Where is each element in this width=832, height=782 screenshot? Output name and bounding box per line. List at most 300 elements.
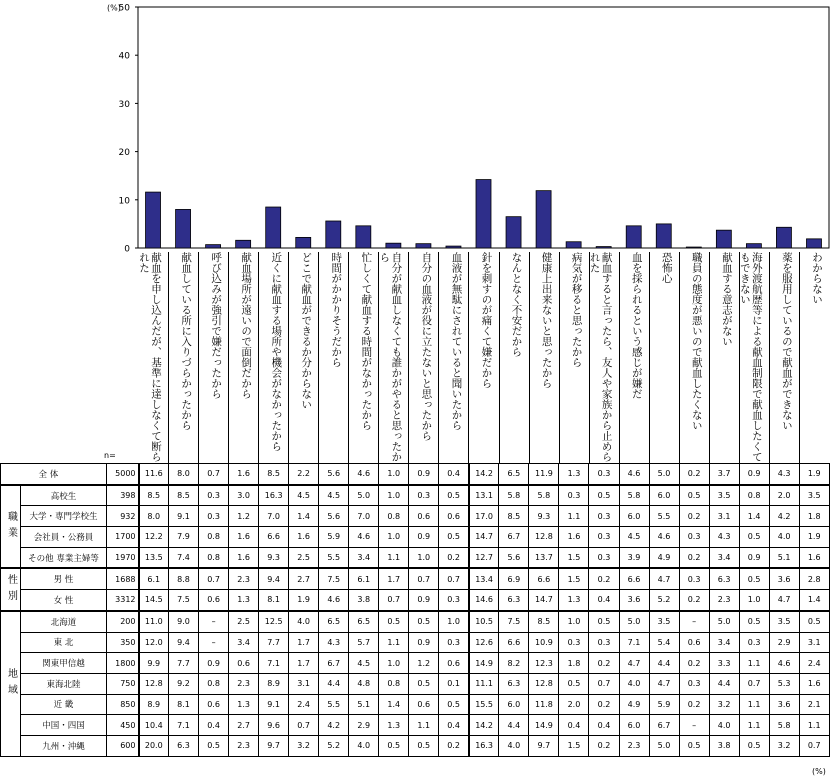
table-cell: 16.3 [259, 485, 289, 506]
table-cell: 8.5 [259, 464, 289, 485]
category-separator [468, 252, 469, 464]
category-separator [589, 252, 590, 464]
row-n: 200 [107, 611, 139, 632]
table-cell: 8.0 [139, 506, 169, 527]
category-separator [198, 252, 199, 464]
table-cell: – [679, 611, 709, 632]
row-label: 九州・沖縄 [21, 735, 107, 756]
table-cell: 9.2 [169, 673, 199, 694]
category-separator [408, 252, 409, 464]
table-cell: 1.2 [409, 653, 439, 674]
row-label: 近 畿 [21, 694, 107, 715]
table-cell: 6.1 [349, 568, 379, 589]
group-label: 地域 [1, 611, 21, 756]
bar [326, 221, 341, 248]
category-label: 自分が献血しなくても誰かがやると思ったから [378, 252, 403, 462]
table-cell: 0.2 [589, 653, 619, 674]
table-cell: 5.5 [319, 547, 349, 568]
table-cell: 3.5 [709, 485, 739, 506]
table-cell: 2.5 [229, 611, 259, 632]
table-row [1, 632, 830, 653]
table-cell: 9.0 [169, 611, 199, 632]
table-cell: 5.6 [319, 464, 349, 485]
table-cell: 1.0 [379, 464, 409, 485]
table-cell: 12.6 [469, 632, 499, 653]
table-cell: 2.4 [799, 653, 829, 674]
table-cell: 1.1 [739, 653, 769, 674]
bar [656, 224, 671, 248]
table-cell: 6.6 [259, 527, 289, 548]
bar [416, 244, 431, 248]
category-label: どこで献血ができるか分からない [300, 252, 313, 410]
bar [266, 207, 281, 248]
table-cell: 0.5 [739, 611, 769, 632]
table-row [1, 506, 830, 527]
table-cell: 4.9 [619, 694, 649, 715]
table-cell: 1.3 [229, 694, 259, 715]
table-cell: 4.5 [349, 653, 379, 674]
table-cell: 4.2 [769, 506, 799, 527]
table-cell: 7.5 [169, 590, 199, 611]
category-label: 自分の血液が役に立たないと思ったから [420, 252, 433, 441]
table-row [1, 547, 830, 568]
table-cell: 0.2 [589, 568, 619, 589]
table-cell: 1.5 [559, 568, 589, 589]
table-cell: 6.6 [619, 568, 649, 589]
table-cell: 1.0 [439, 611, 469, 632]
table-cell: 4.0 [499, 735, 529, 756]
percent-unit-label: (%) [812, 767, 826, 776]
bar [236, 240, 251, 248]
table-cell: 12.5 [259, 611, 289, 632]
table-cell: 0.5 [199, 735, 229, 756]
table-cell: 3.9 [619, 547, 649, 568]
table-cell: 4.4 [319, 673, 349, 694]
table-cell: 1.3 [559, 590, 589, 611]
category-separator [619, 252, 620, 464]
table-cell: 9.9 [139, 653, 169, 674]
table-cell: 5.2 [649, 590, 679, 611]
category-label: 時間がかかりそうだから [330, 252, 343, 368]
table-row [1, 735, 830, 756]
table-cell: 0.5 [439, 694, 469, 715]
table-cell: 0.3 [439, 590, 469, 611]
category-separator [288, 252, 289, 464]
table-cell: 3.8 [709, 735, 739, 756]
table-cell: 7.0 [259, 506, 289, 527]
table-cell: 0.2 [679, 694, 709, 715]
table-cell: 0.4 [439, 715, 469, 736]
table-cell: 11.1 [469, 673, 499, 694]
table-cell: 8.1 [259, 590, 289, 611]
table-cell: 0.4 [589, 715, 619, 736]
category-label: 呼び込みが強引で嫌だったから [210, 252, 223, 399]
table-cell: 0.9 [409, 632, 439, 653]
table-cell: 3.6 [769, 694, 799, 715]
table-cell: 3.7 [709, 464, 739, 485]
table-cell: 4.7 [649, 568, 679, 589]
table-cell: 0.2 [679, 590, 709, 611]
table-cell: 1.0 [559, 611, 589, 632]
table-cell: 6.9 [499, 568, 529, 589]
table-cell: 4.8 [349, 673, 379, 694]
category-label: 献血している所に入りづらかったから [180, 252, 193, 431]
row-label: 大学・専門学校生 [21, 506, 107, 527]
table-cell: 14.9 [529, 715, 559, 736]
table-cell: 9.6 [259, 715, 289, 736]
category-label: 献血すると言ったら、友人や家族から止められた [588, 252, 613, 462]
table-cell: 1.3 [559, 464, 589, 485]
table-cell: 2.3 [229, 568, 259, 589]
bar [626, 226, 641, 248]
table-cell: 4.6 [769, 653, 799, 674]
table-cell: 1.7 [379, 568, 409, 589]
category-separator [769, 252, 770, 464]
table-cell: 0.6 [229, 653, 259, 674]
table-cell: 0.5 [739, 735, 769, 756]
table-cell: 0.5 [679, 735, 709, 756]
table-cell: 4.7 [769, 590, 799, 611]
table-cell: 8.5 [529, 611, 559, 632]
table-cell: 5.0 [349, 485, 379, 506]
table-cell: 7.4 [169, 547, 199, 568]
table-cell: 9.4 [169, 632, 199, 653]
category-label: 病気が移ると思ったから [570, 252, 583, 368]
bar [296, 237, 311, 248]
table-cell: – [679, 715, 709, 736]
table-cell: 3.6 [769, 568, 799, 589]
row-label: 東 北 [21, 632, 107, 653]
table-cell: 0.2 [439, 547, 469, 568]
table-cell: 1.6 [559, 527, 589, 548]
table-cell: 0.2 [679, 547, 709, 568]
table-cell: 13.1 [469, 485, 499, 506]
bar [776, 227, 791, 248]
table-cell: 0.3 [199, 506, 229, 527]
table-cell: 1.1 [379, 632, 409, 653]
table-cell: 0.4 [559, 715, 589, 736]
table-cell: 8.8 [169, 568, 199, 589]
category-separator [168, 252, 169, 464]
table-cell: 14.2 [469, 464, 499, 485]
table-cell: 7.1 [619, 632, 649, 653]
category-label: 針を刺すのが痛くて嫌だから [480, 252, 493, 389]
y-tick-label: 20 [118, 148, 130, 159]
table-cell: 5.6 [319, 506, 349, 527]
table-cell: 0.5 [379, 611, 409, 632]
table-cell: 5.1 [769, 547, 799, 568]
table-cell: 5.5 [649, 506, 679, 527]
category-separator [559, 252, 560, 464]
category-separator [649, 252, 650, 464]
table-cell: 4.0 [349, 735, 379, 756]
row-n: 5000 [107, 464, 139, 485]
table-cell: 0.5 [409, 735, 439, 756]
group-label [1, 464, 21, 485]
table-row [1, 673, 830, 694]
table-cell: 3.3 [709, 653, 739, 674]
table-cell: 8.5 [169, 485, 199, 506]
table-cell: 5.5 [319, 694, 349, 715]
row-n: 750 [107, 673, 139, 694]
table-cell: 0.5 [589, 611, 619, 632]
table-cell: 1.0 [379, 527, 409, 548]
table-cell: 14.9 [469, 653, 499, 674]
table-cell: 4.9 [649, 547, 679, 568]
table-cell: 0.5 [799, 611, 829, 632]
category-separator [228, 252, 229, 464]
table-cell: 4.3 [769, 464, 799, 485]
table-cell: 0.6 [409, 694, 439, 715]
bar [476, 180, 491, 248]
table-cell: 0.5 [439, 527, 469, 548]
row-n: 600 [107, 735, 139, 756]
table-cell: 1.5 [559, 735, 589, 756]
table-cell: 4.6 [619, 464, 649, 485]
table-cell: 4.7 [649, 673, 679, 694]
table-cell: 8.5 [139, 485, 169, 506]
group-label: 職業 [1, 485, 21, 569]
table-cell: 0.3 [589, 547, 619, 568]
table-cell: 5.0 [709, 611, 739, 632]
table-cell: 0.7 [199, 464, 229, 485]
category-separator [438, 252, 439, 464]
table-cell: 5.6 [499, 547, 529, 568]
table-cell: 2.4 [289, 694, 319, 715]
table-cell: 4.3 [319, 632, 349, 653]
table-cell: 1.0 [379, 485, 409, 506]
table-cell: 0.3 [559, 485, 589, 506]
table-cell: 5.9 [319, 527, 349, 548]
table-cell: 5.4 [649, 632, 679, 653]
table-cell: 3.4 [709, 632, 739, 653]
category-label: 恐怖心 [660, 252, 673, 284]
table-cell: – [199, 632, 229, 653]
table-cell: 3.1 [709, 506, 739, 527]
row-label: 女 性 [21, 590, 107, 611]
table-cell: 0.3 [589, 464, 619, 485]
table-cell: 0.3 [589, 527, 619, 548]
category-label: わからない [810, 252, 823, 305]
table-cell: 3.5 [799, 485, 829, 506]
table-cell: 0.8 [199, 527, 229, 548]
table-row [1, 694, 830, 715]
table-cell: 12.3 [529, 653, 559, 674]
row-label: 高校生 [21, 485, 107, 506]
table-cell: 0.3 [739, 632, 769, 653]
bar [806, 239, 821, 248]
row-n: 3312 [107, 590, 139, 611]
table-cell: 1.9 [799, 527, 829, 548]
table-cell: 4.6 [319, 590, 349, 611]
category-label: 薬を服用しているので献血ができない [780, 252, 793, 431]
table-cell: 4.0 [289, 611, 319, 632]
table-cell: 1.8 [799, 506, 829, 527]
table-cell: 6.5 [349, 611, 379, 632]
table-cell: 2.0 [559, 694, 589, 715]
bar [686, 247, 701, 248]
bar [386, 243, 401, 248]
table-cell: 0.2 [679, 653, 709, 674]
table-cell: 14.5 [139, 590, 169, 611]
table-cell: 6.3 [499, 590, 529, 611]
bar [356, 226, 371, 248]
table-cell: 9.7 [529, 735, 559, 756]
category-separator [378, 252, 379, 464]
table-cell: 1.1 [799, 715, 829, 736]
table-cell: 4.5 [319, 485, 349, 506]
table-cell: 2.5 [289, 547, 319, 568]
table-cell: 0.3 [409, 485, 439, 506]
table-cell: 7.5 [499, 611, 529, 632]
table-cell: 15.5 [469, 694, 499, 715]
table-cell: 4.6 [649, 527, 679, 548]
table-cell: 4.7 [619, 653, 649, 674]
table-cell: 6.3 [709, 568, 739, 589]
table-cell: 5.0 [649, 464, 679, 485]
table-cell: 0.7 [739, 673, 769, 694]
table-cell: 1.5 [559, 547, 589, 568]
row-n: 1800 [107, 653, 139, 674]
table-cell: 1.0 [379, 653, 409, 674]
table-cell: 0.6 [199, 590, 229, 611]
table-cell: 3.4 [229, 632, 259, 653]
table-cell: 0.7 [409, 568, 439, 589]
category-label: 献血する意志がない [720, 252, 733, 347]
table-cell: 7.7 [169, 653, 199, 674]
table-cell: 0.6 [199, 694, 229, 715]
table-cell: 0.6 [439, 653, 469, 674]
table-cell: 3.8 [349, 590, 379, 611]
y-unit-label: (%) [107, 3, 121, 13]
table-cell: 10.9 [529, 632, 559, 653]
table-cell: 0.5 [559, 673, 589, 694]
table-cell: 0.5 [439, 485, 469, 506]
table-cell: 0.8 [379, 506, 409, 527]
table-cell: 0.7 [439, 568, 469, 589]
y-tick-label: 0 [124, 244, 130, 255]
table-cell: 4.6 [349, 464, 379, 485]
table-cell: 4.5 [289, 485, 319, 506]
table-cell: 7.1 [259, 653, 289, 674]
table-cell: 14.7 [469, 527, 499, 548]
table-cell: 14.7 [529, 590, 559, 611]
table-cell: 0.8 [379, 673, 409, 694]
table-cell: 1.2 [229, 506, 259, 527]
y-tick-label: 40 [118, 51, 130, 62]
bar [506, 217, 521, 248]
table-cell: 3.2 [289, 735, 319, 756]
table-row [1, 611, 830, 632]
table-cell: 5.8 [529, 485, 559, 506]
table-cell: 14.6 [469, 590, 499, 611]
table-cell: 0.3 [589, 506, 619, 527]
table-cell: 6.7 [499, 527, 529, 548]
row-n: 932 [107, 506, 139, 527]
row-n: 350 [107, 632, 139, 653]
table-cell: 1.6 [289, 527, 319, 548]
category-label: 献血場所が遠いので面倒だから [240, 252, 253, 399]
row-label: 関東甲信越 [21, 653, 107, 674]
table-cell: 3.5 [769, 611, 799, 632]
table-cell: 16.3 [469, 735, 499, 756]
table-cell: 1.4 [799, 590, 829, 611]
table-cell: 6.0 [499, 694, 529, 715]
table-cell: 6.6 [499, 632, 529, 653]
table-cell: 12.8 [139, 673, 169, 694]
table-cell: 13.5 [139, 547, 169, 568]
table-cell: 1.1 [739, 694, 769, 715]
table-cell: 12.0 [139, 632, 169, 653]
table-cell: 2.9 [769, 632, 799, 653]
table-cell: 5.0 [649, 735, 679, 756]
category-label: 血を採られるという感じが嫌だ [630, 252, 643, 399]
table-cell: 1.6 [799, 673, 829, 694]
table-cell: 0.6 [679, 632, 709, 653]
table-cell: 0.2 [589, 735, 619, 756]
table-cell: 11.8 [529, 694, 559, 715]
table-cell: 2.8 [799, 568, 829, 589]
table-cell: 8.9 [259, 673, 289, 694]
bar [536, 191, 551, 248]
table-cell: 6.7 [649, 715, 679, 736]
table-cell: 0.2 [439, 735, 469, 756]
table-cell: 2.3 [709, 590, 739, 611]
category-label: 海外渡航歴等による献血制限で献血したくてもできない [738, 252, 763, 462]
table-cell: 7.5 [319, 568, 349, 589]
table-cell: 0.2 [589, 694, 619, 715]
table-cell: 1.4 [379, 694, 409, 715]
table-cell: 0.5 [589, 485, 619, 506]
table-cell: 11.9 [529, 464, 559, 485]
table-cell: 1.9 [799, 464, 829, 485]
table-cell: – [199, 611, 229, 632]
table-cell: 4.3 [709, 527, 739, 548]
table-cell: 3.6 [619, 590, 649, 611]
table-cell: 1.4 [289, 506, 319, 527]
table-cell: 4.5 [619, 527, 649, 548]
table-cell: 0.9 [409, 590, 439, 611]
table-cell: 9.1 [169, 506, 199, 527]
table-cell: 5.3 [769, 673, 799, 694]
table-row [1, 715, 830, 736]
bar [596, 247, 611, 248]
group-label: 性別 [1, 568, 21, 610]
table-cell: 0.3 [559, 632, 589, 653]
table-cell: 13.4 [469, 568, 499, 589]
table-cell: 1.8 [559, 653, 589, 674]
table-cell: 1.6 [799, 547, 829, 568]
category-label: 職員の態度が悪いので献血したくない [690, 252, 703, 431]
table-cell: 0.9 [199, 653, 229, 674]
bar [716, 230, 731, 248]
table-cell: 0.5 [679, 485, 709, 506]
table-cell: 1.1 [409, 715, 439, 736]
table-cell: 0.7 [589, 673, 619, 694]
table-cell: 10.4 [139, 715, 169, 736]
row-n: 398 [107, 485, 139, 506]
table-cell: 6.0 [619, 715, 649, 736]
table-cell: 7.9 [169, 527, 199, 548]
table-cell: 7.1 [169, 715, 199, 736]
table-cell: 0.3 [199, 485, 229, 506]
table-cell: 0.9 [739, 464, 769, 485]
table-cell: 9.4 [259, 568, 289, 589]
row-label: 中国・四国 [21, 715, 107, 736]
table-cell: 1.4 [739, 506, 769, 527]
row-n: 1700 [107, 527, 139, 548]
row-n: 450 [107, 715, 139, 736]
